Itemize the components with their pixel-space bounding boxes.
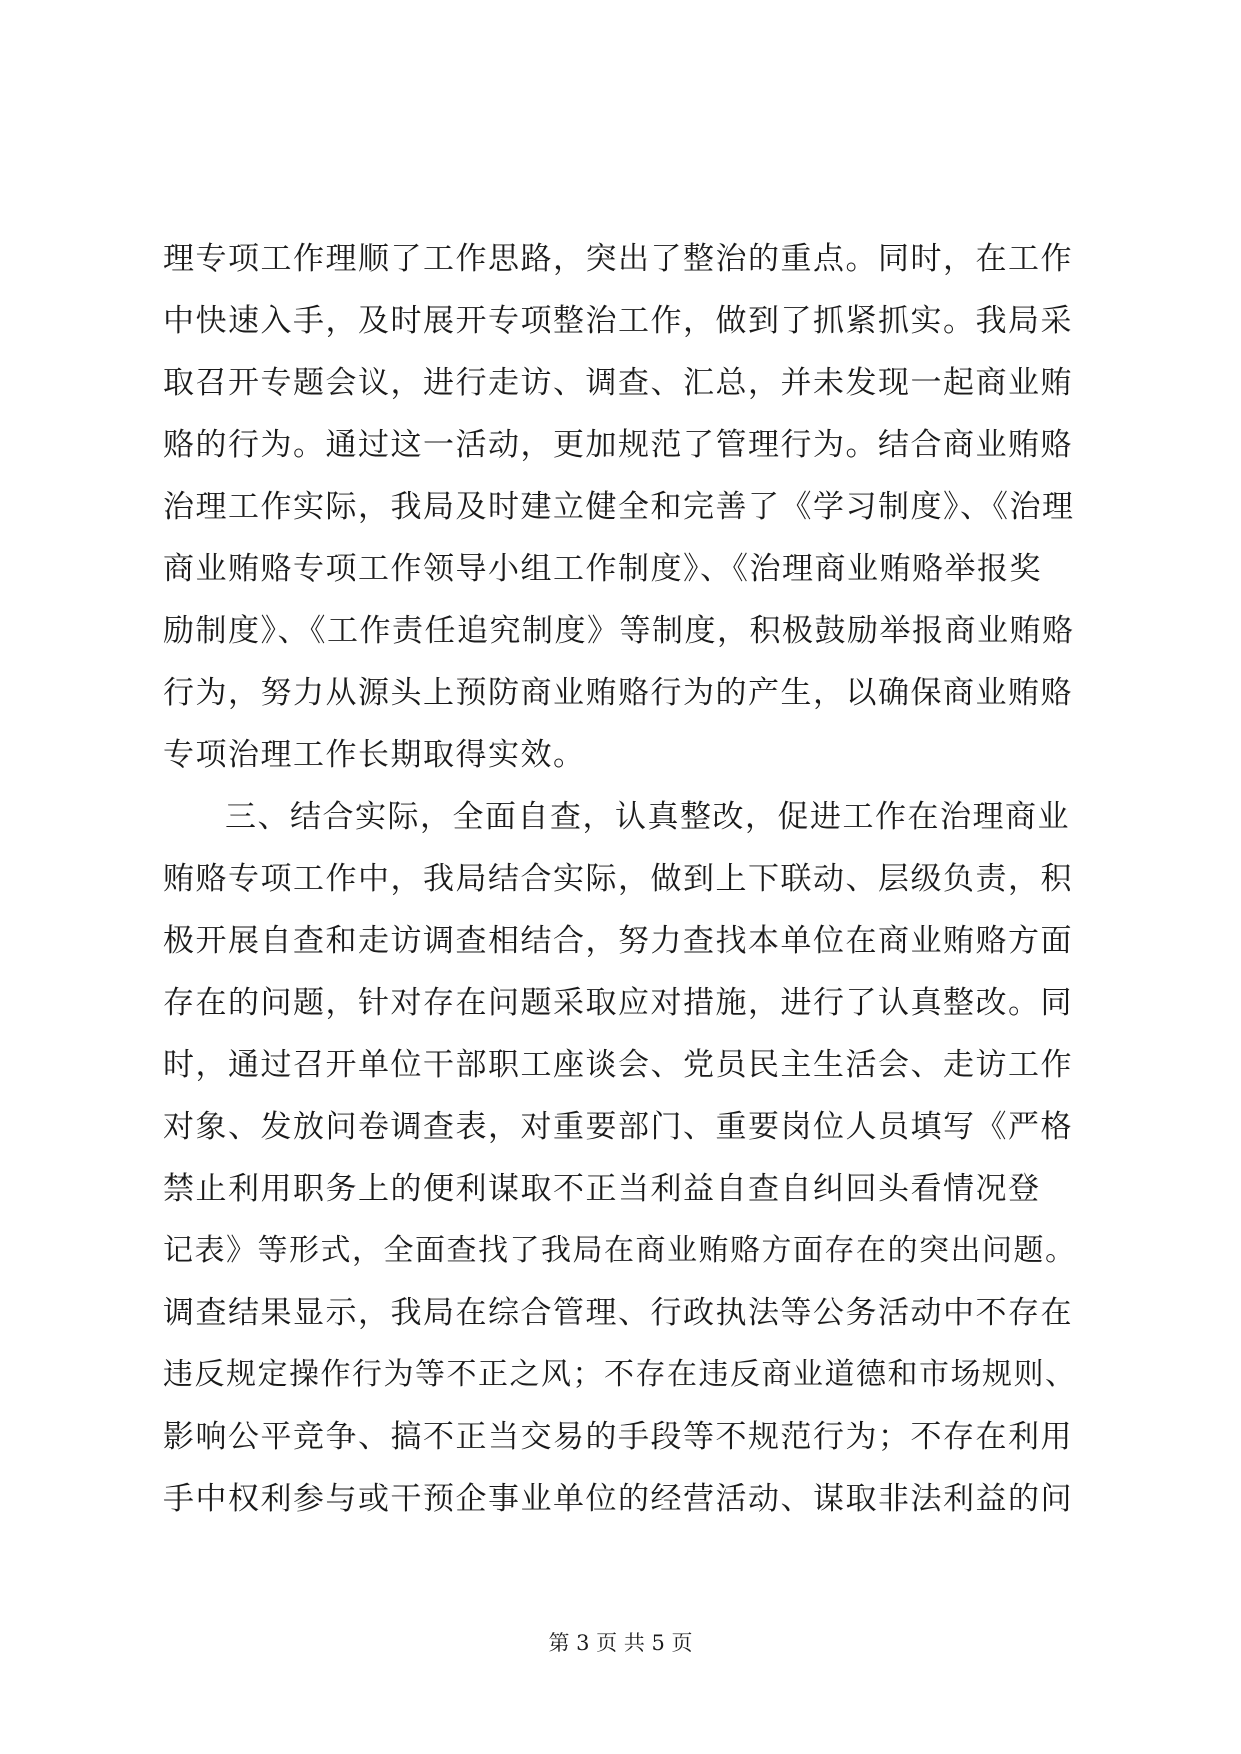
text-line: 贿赂专项工作中，我局结合实际，做到上下联动、层级负责，积 bbox=[163, 861, 1073, 897]
text-line: 励制度》、《工作责任追究制度》等制度，积极鼓励举报商业贿赂 bbox=[163, 613, 1075, 649]
page-number-footer: 第 3 页 共 5 页 bbox=[548, 1631, 693, 1655]
text-line: 记表》等形式，全面查找了我局在商业贿赂方面存在的突出问题。 bbox=[163, 1233, 1077, 1268]
section-heading-line: 三、结合实际，全面自查，认真整改，促进工作在治理商业 bbox=[225, 799, 1070, 835]
text-line: 违反规定操作行为等不正之风；不存在违反商业道德和市场规则、 bbox=[163, 1357, 1077, 1392]
text-line: 禁止利用职务上的便利谋取不正当利益自查自纠回头看情况登 bbox=[163, 1171, 1041, 1207]
text-line: 商业贿赂专项工作领导小组工作制度》、《治理商业贿赂举报奖 bbox=[163, 551, 1042, 587]
text-line: 存在的问题，针对存在问题采取应对措施，进行了认真整改。同 bbox=[163, 985, 1073, 1021]
text-line: 中快速入手，及时展开专项整治工作，做到了抓紧抓实。我局采 bbox=[163, 303, 1073, 339]
text-line: 影响公平竞争、搞不正当交易的手段等不规范行为；不存在利用 bbox=[163, 1419, 1073, 1455]
text-line: 治理工作实际，我局及时建立健全和完善了《学习制度》、《治理 bbox=[163, 489, 1075, 525]
text-line: 手中权利参与或干预企事业单位的经营活动、谋取非法利益的问 bbox=[163, 1481, 1073, 1517]
body-text bbox=[163, 228, 1083, 1530]
text-line: 赂的行为。通过这一活动，更加规范了管理行为。结合商业贿赂 bbox=[163, 427, 1073, 463]
text-line: 时，通过召开单位干部职工座谈会、党员民主生活会、走访工作 bbox=[163, 1047, 1073, 1083]
text-line: 取召开专题会议，进行走访、调查、汇总，并未发现一起商业贿 bbox=[163, 365, 1073, 401]
text-line: 专项治理工作长期取得实效。 bbox=[163, 737, 586, 773]
text-line: 行为，努力从源头上预防商业贿赂行为的产生，以确保商业贿赂 bbox=[163, 675, 1073, 711]
text-line: 理专项工作理顺了工作思路，突出了整治的重点。同时，在工作 bbox=[163, 241, 1073, 277]
text-line: 极开展自查和走访调查相结合，努力查找本单位在商业贿赂方面 bbox=[163, 923, 1073, 959]
text-line: 对象、发放问卷调查表，对重要部门、重要岗位人员填写《严格 bbox=[163, 1109, 1073, 1145]
text-line: 调查结果显示，我局在综合管理、行政执法等公务活动中不存在 bbox=[163, 1295, 1073, 1331]
